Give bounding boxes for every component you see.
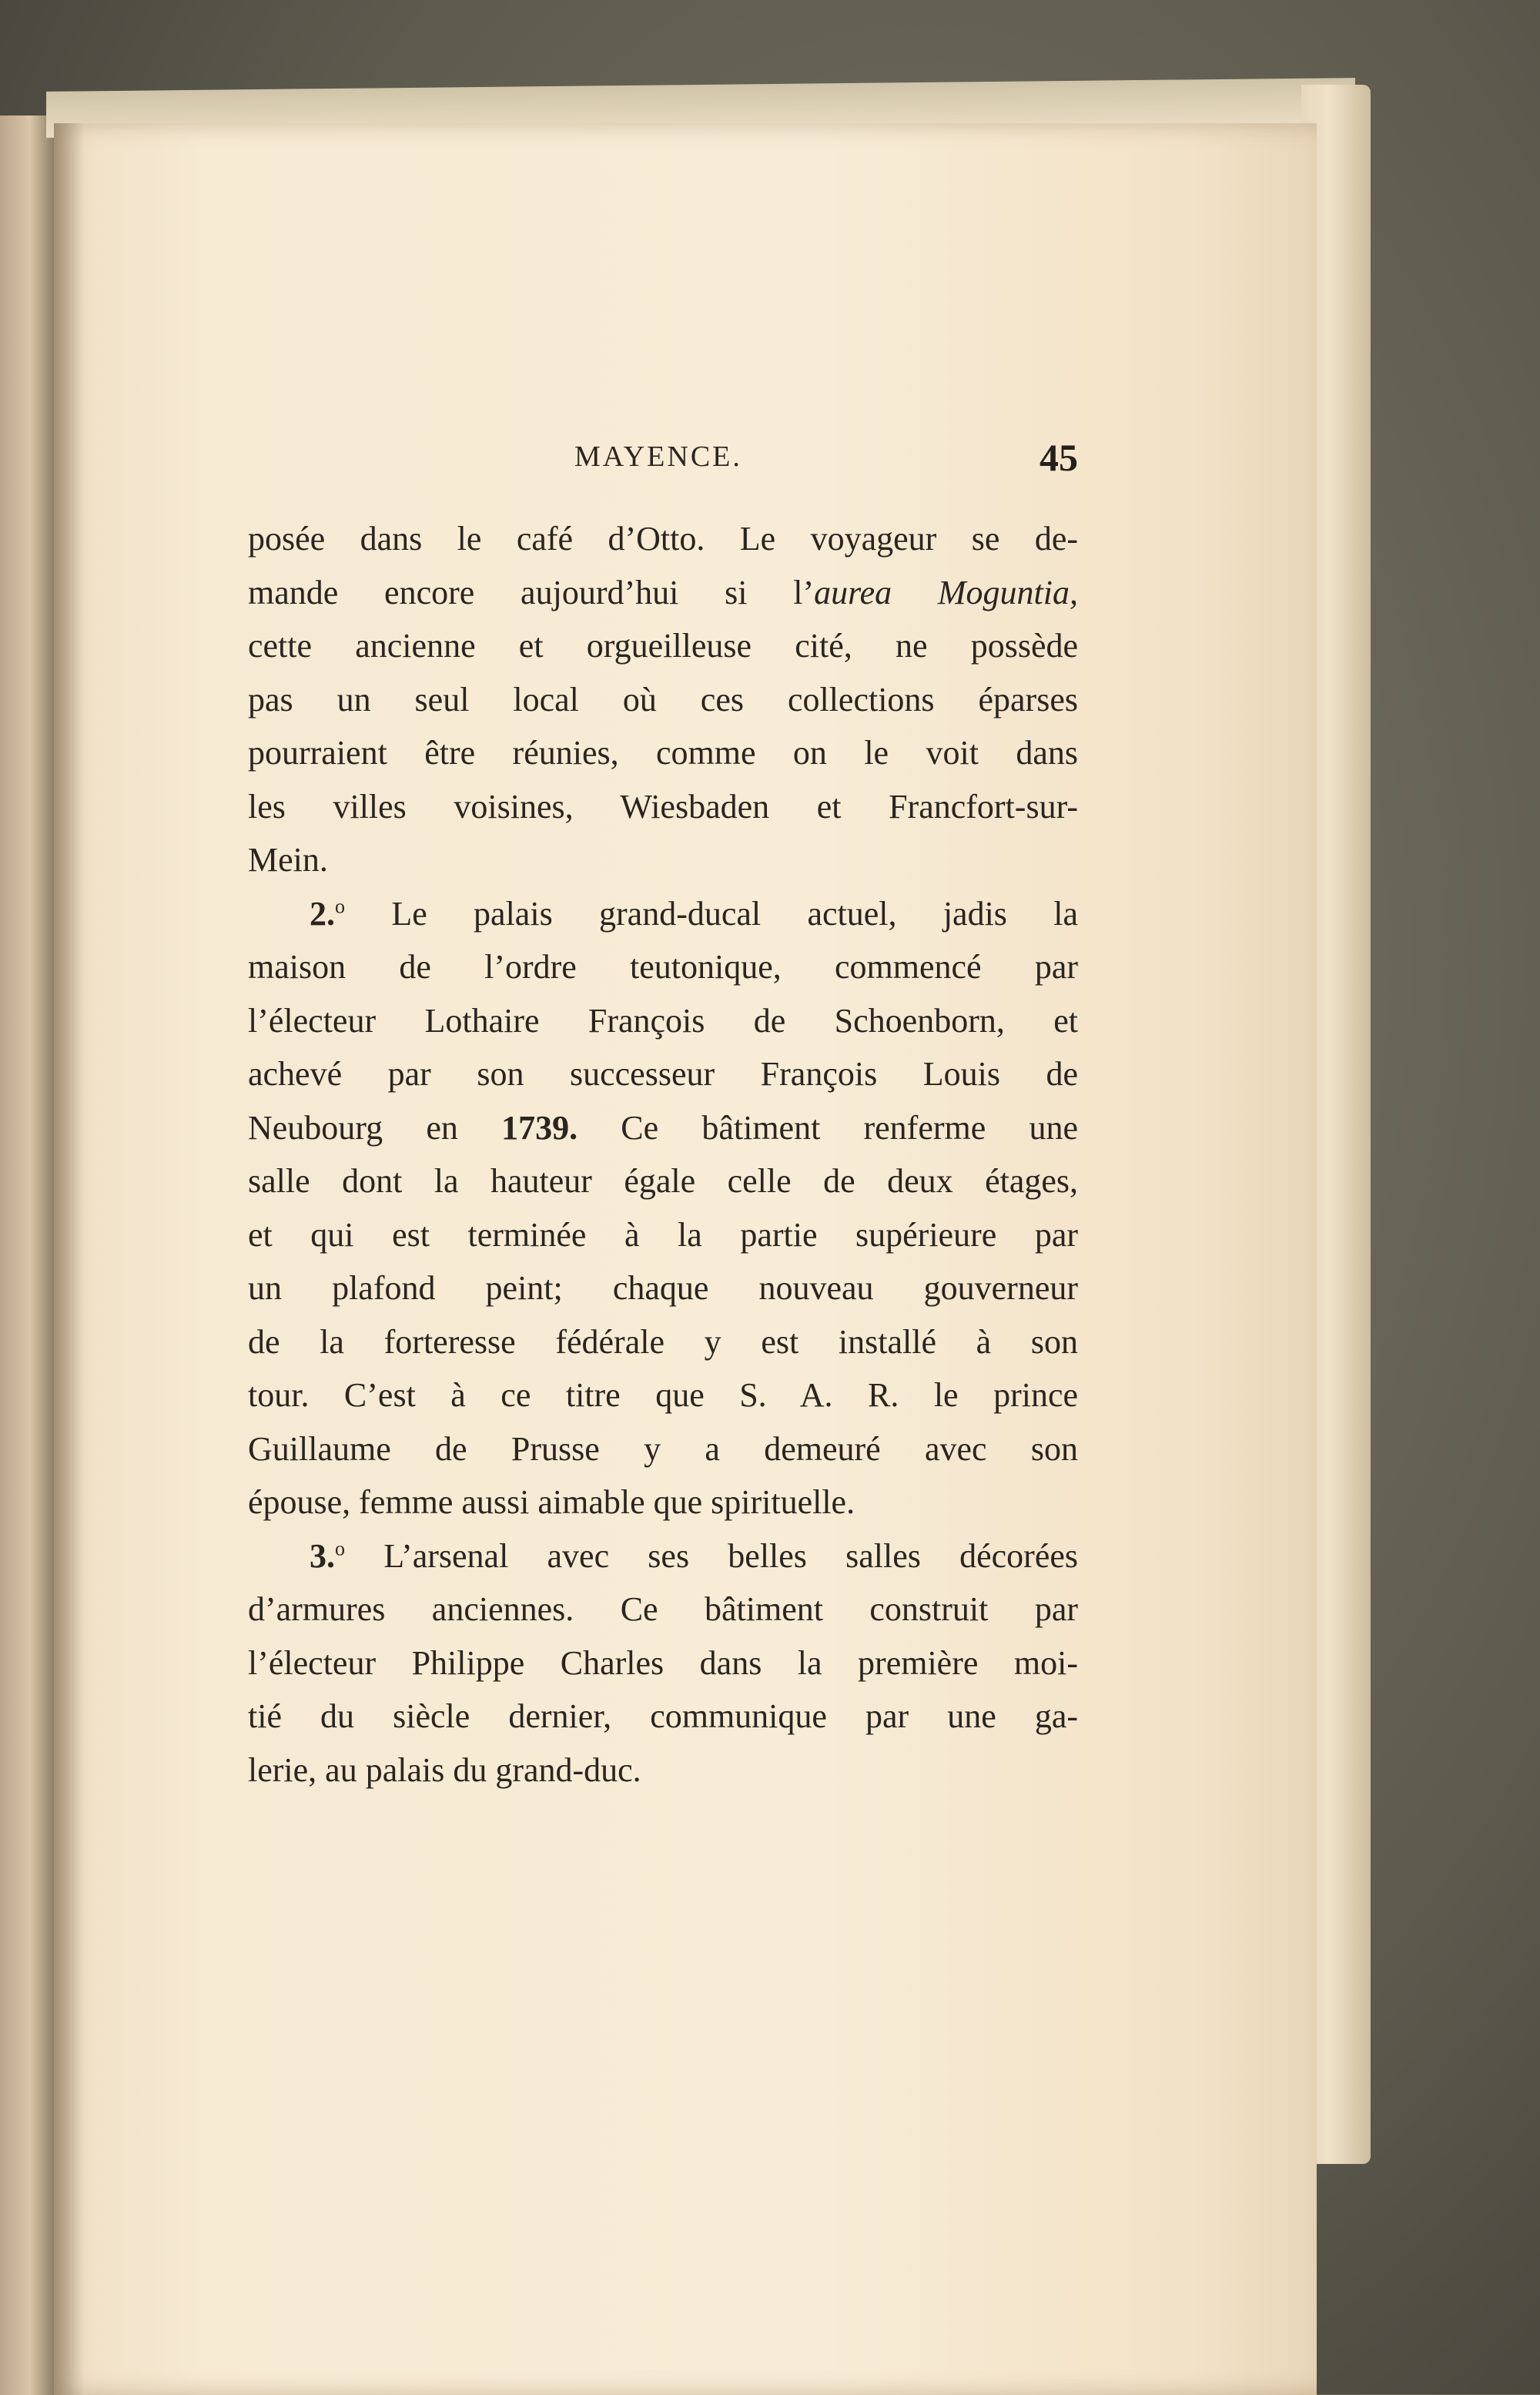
text-run: Ce bâtiment renferme une xyxy=(578,1108,1078,1147)
text-line: épouse, femme aussi aimable que spirituelle. xyxy=(248,1483,855,1521)
ordinal-mark: o xyxy=(335,894,345,917)
text-line: pourraient être réunies, comme on le voit dans xyxy=(248,734,1078,772)
text-line: Mein. xyxy=(248,841,328,879)
italic-phrase: aurea Moguntia, xyxy=(814,573,1078,611)
text-line: posée dans le café d’Otto. Le voyageur se de- xyxy=(248,520,1078,558)
text-line: les villes voisines, Wiesbaden et Francfort-sur- xyxy=(248,787,1078,826)
text-run: L’arsenal avec ses belles salles décorées xyxy=(345,1536,1078,1575)
text-line xyxy=(248,1101,1078,1155)
text-line: lerie, au palais du grand-duc. xyxy=(248,1750,641,1789)
text-line: maison de l’ordre teutonique, commencé par xyxy=(248,948,1078,986)
text-line: l’électeur Lothaire François de Schoenborn, et xyxy=(248,1001,1078,1040)
text-line: cette ancienne et orgueilleuse cité, ne possède xyxy=(248,627,1078,665)
text-run: Neubourg en xyxy=(248,1108,502,1147)
text-line: d’armures anciennes. Ce bâtiment construit par xyxy=(248,1590,1078,1628)
ordinal-mark: o xyxy=(335,1536,345,1559)
text-run: Le palais grand-ducal actuel, jadis la xyxy=(345,894,1078,933)
text-line: pas un seul local où ces collections éparses xyxy=(248,680,1078,718)
year: 1739. xyxy=(501,1108,578,1147)
item-number: 2. xyxy=(310,894,335,933)
text-run: mande encore aujourd’hui si l’ xyxy=(248,573,815,611)
text-line: Guillaume de Prusse y a demeuré avec son xyxy=(248,1429,1078,1468)
text-line: achevé par son successeur François Louis de xyxy=(248,1055,1078,1093)
page-number: 45 xyxy=(1040,436,1078,479)
item-number: 3. xyxy=(310,1536,335,1575)
text-line: salle dont la hauteur égale celle de deux étages, xyxy=(248,1162,1078,1200)
running-title: MAYENCE. xyxy=(574,440,742,473)
running-head xyxy=(246,435,1078,489)
text-line: tour. C’est à ce titre que S. A. R. le prince xyxy=(248,1376,1078,1414)
text-line: tié du siècle dernier, communique par une ga- xyxy=(248,1697,1078,1735)
text-line xyxy=(248,566,1078,620)
left-page-edge xyxy=(0,116,54,2395)
text-line: un plafond peint; chaque nouveau gouverneur xyxy=(248,1269,1078,1307)
text-line: l’électeur Philippe Charles dans la première moi- xyxy=(248,1643,1078,1682)
text-line: de la forteresse fédérale y est installé à son xyxy=(248,1322,1078,1361)
text-line: et qui est terminée à la partie supérieure par xyxy=(248,1215,1078,1254)
gutter-shadow xyxy=(54,123,85,2395)
body-text xyxy=(248,512,1078,1797)
paragraph-start-line xyxy=(248,1529,1078,1583)
paragraph-start-line xyxy=(248,887,1078,941)
